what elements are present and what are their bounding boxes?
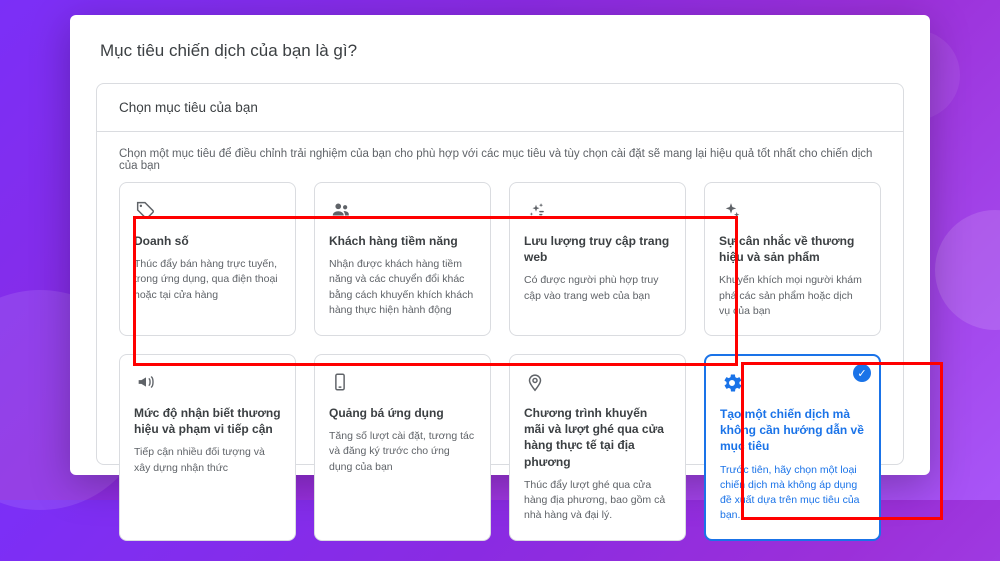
goal-tile-title: Doanh số	[134, 234, 189, 248]
goal-tile-description: Thúc đẩy lượt ghé qua cửa hàng địa phương, bao gồm cả nhà hàng và đại lý.	[524, 478, 666, 522]
goal-tile-title: Tạo một chiến dịch mà không cần hướng dẫn về mục tiêu	[720, 407, 864, 454]
goal-tile-title: Khách hàng tiềm năng	[329, 234, 458, 248]
leads-people-icon	[329, 197, 476, 223]
background-decoration-right	[935, 210, 1000, 330]
page-title: Mục tiêu chiến dịch của bạn là gì?	[100, 41, 358, 60]
card-subtitle: Chọn một mục tiêu để điều chỉnh trải nghiệm của bạn cho phù hợp với các mục tiêu và tùy chọn cài đặt sẽ mang lại hiệu quả tốt nhất cho chiến dịch của bạn	[119, 148, 873, 172]
goal-tile-description: Có được người phù hợp truy cập vào trang web của bạn	[524, 274, 659, 302]
goal-tile-description: Nhận được khách hàng tiềm năng và các chuyển đổi khác bằng cách khuyến khích khách hàng thực hiện hành động	[329, 258, 474, 316]
goal-tile-description: Thúc đẩy bán hàng trực tuyến, trong ứng dụng, qua điện thoại hoặc tại cửa hàng	[134, 258, 278, 301]
goal-tile-leads[interactable]	[314, 182, 491, 336]
goal-tile-website-traffic[interactable]	[509, 182, 686, 336]
goal-tile-brand-consideration[interactable]	[704, 182, 881, 336]
goal-tile-description: Tiếp cận nhiều đối tượng và xây dựng nhận thức	[134, 446, 265, 474]
goal-tile-title: Quảng bá ứng dụng	[329, 406, 444, 421]
goal-tile-description: Trước tiên, hãy chọn một loại chiến dịch mà không áp dụng đề xuất dựa trên mục tiêu của bạn.	[720, 463, 860, 522]
goal-tile-title: Chương trình khuyến mãi và lượt ghé qua cửa hàng thực tế tại địa phương	[524, 406, 664, 469]
goal-tile-description: Khuyến khích mọi người khám phá các sản phẩm hoặc dịch vụ của bạn	[719, 274, 862, 317]
goal-tile-no-goal-guidance[interactable]	[704, 354, 881, 541]
sparkle-icon	[719, 197, 866, 223]
card-header: Chọn mục tiêu của bạn	[97, 84, 903, 132]
goal-tile-sales[interactable]	[119, 182, 296, 336]
goal-tile-local-store-visits[interactable]	[509, 354, 686, 541]
gear-icon	[720, 370, 865, 396]
goal-tile-title: Sự cân nhắc về thương hiệu và sản phẩm	[719, 234, 855, 265]
location-pin-icon	[524, 369, 671, 395]
goal-tile-app-promotion[interactable]	[314, 354, 491, 541]
goal-tile-title: Lưu lượng truy cập trang web	[524, 234, 670, 265]
goal-tile-title: Mức độ nhận biết thương hiệu và phạm vi tiếp cận	[134, 406, 281, 437]
megaphone-icon	[134, 369, 281, 395]
goal-tile-brand-awareness[interactable]	[119, 354, 296, 541]
goal-selection-card	[96, 83, 904, 522]
goal-tile-grid	[97, 182, 903, 561]
goal-tile-description: Tăng số lượt cài đặt, tương tác và đăng ký trước cho ứng dụng của bạn	[329, 430, 475, 473]
mobile-app-icon	[329, 369, 476, 395]
tag-icon	[134, 197, 281, 223]
campaign-goal-window	[70, 15, 930, 522]
selected-check-icon: ✓	[853, 364, 871, 382]
website-traffic-icon	[524, 197, 671, 223]
